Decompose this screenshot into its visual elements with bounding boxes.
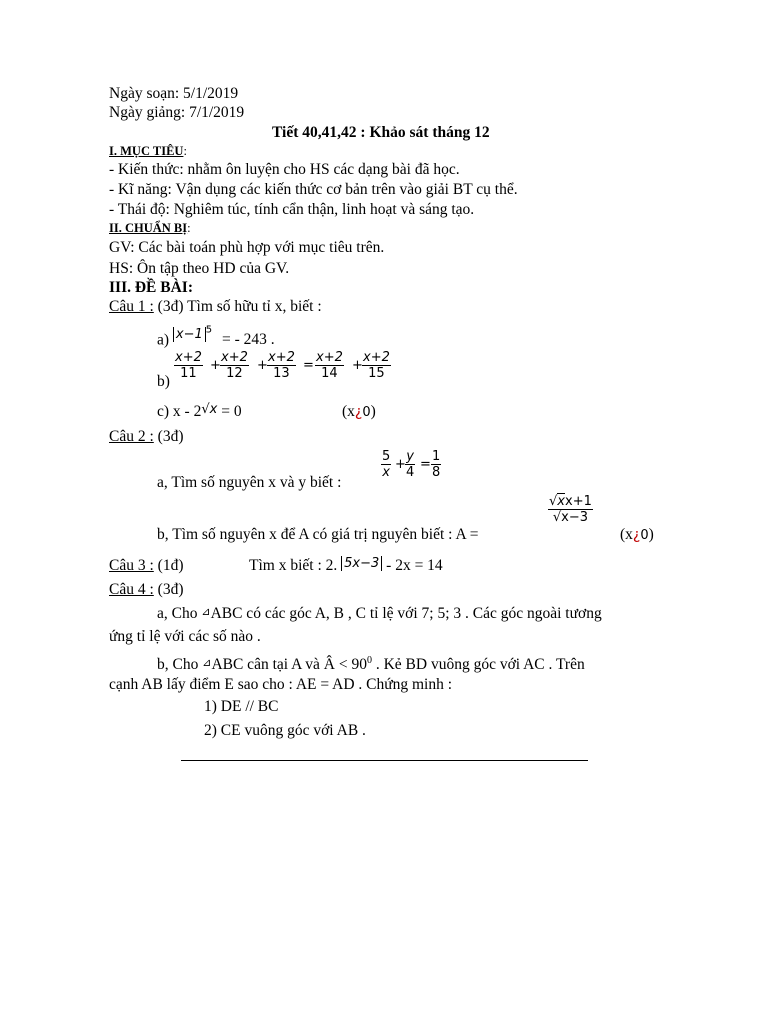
cau-4b-line-2: cạnh AB lấy điểm E sao cho : AE = AD . Chứng minh : <box>109 676 453 693</box>
cau-1c-condition: (x¿0) <box>342 403 376 420</box>
cau-3-line: Câu 3 : (1đ) <box>109 557 184 574</box>
triangle-icon: ⊿ <box>201 605 211 618</box>
cau-1b-label: b) <box>157 373 170 390</box>
cau-3-label: Câu 3 : <box>109 557 154 574</box>
abs-5x-minus-3: 5x−3 <box>341 556 382 571</box>
ngay-soan: Ngày soạn: 5/1/2019 <box>109 85 239 102</box>
sqrt-x: √x <box>201 402 218 417</box>
cau-2-line: Câu 2 : (3đ) <box>109 428 184 445</box>
plus-sign: + <box>210 358 221 373</box>
abs-x-minus-1-pow-5: x−1 5 <box>173 327 212 342</box>
cau-4a-line-2: ứng tỉ lệ với các số nào . <box>109 628 261 645</box>
hs-line: HS: Ôn tập theo HD của GV. <box>109 260 290 277</box>
fraction-y-over-4: $\frac{y}{4}$ <box>406 449 415 480</box>
gv-line: GV: Các bài toán phù hợp với mục tiêu trên. <box>109 239 385 256</box>
plus-sign: + <box>257 358 268 373</box>
triangle-icon: ⊿ <box>202 656 212 670</box>
chuan-bi-heading: II. CHUẨN BỊ: <box>109 221 191 235</box>
fraction-5-over-x: $\frac{5}{x}$ <box>382 449 391 480</box>
cau-2a-text: a, Tìm số nguyên x và y biết : <box>157 474 342 491</box>
cau-2-label: Câu 2 : <box>109 428 154 445</box>
sqrt-x-plus-1: √xx+1 <box>549 494 592 509</box>
end-divider <box>181 760 588 761</box>
muc-tieu-heading: I. MỤC TIÊU: <box>109 144 187 158</box>
ngay-giang: Ngày giảng: 7/1/2019 <box>109 104 245 121</box>
equals-sign: = <box>420 457 431 472</box>
fraction-A <box>548 494 593 525</box>
equals-sign: = <box>303 358 314 373</box>
fraction-2: $\frac{x+2}{12}$ <box>221 350 248 381</box>
cau-3-task: Tìm x biết : 2. 5x−3 - 2x = 14 <box>249 556 443 574</box>
cau-1-label: Câu 1 : <box>109 298 154 315</box>
fraction-5: $\frac{x+2}{15}$ <box>363 350 390 381</box>
cau-4b-line-1: b, Cho ⊿ABC cân tại A và Â < $90^0$ . Kẻ BD vuông góc với AC . Trên <box>157 655 585 674</box>
fraction-1: $\frac{x+2}{11}$ <box>175 350 202 381</box>
fraction-4: $\frac{x+2}{14}$ <box>316 350 343 381</box>
plus-sign: + <box>352 358 363 373</box>
thai-do-line: - Thái độ: Nghiêm túc, tính cẩn thận, linh hoạt và sáng tạo. <box>109 201 475 218</box>
cau-4-label: Câu 4 : <box>109 581 154 598</box>
cau-2b-text: b, Tìm số nguyên x để A có giá trị nguyên biết : A = <box>157 526 479 543</box>
cau-4a-line-1: a, Cho ⊿ABC có các góc A, B , C tỉ lệ với 7; 5; 3 . Các góc ngoài tương <box>157 605 602 622</box>
fraction-3: $\frac{x+2}{13}$ <box>268 350 295 381</box>
cau-4-line: Câu 4 : (3đ) <box>109 581 184 598</box>
ki-nang-line: - Kĩ năng: Vận dụng các kiến thức cơ bản trên vào giải BT cụ thể. <box>109 181 518 198</box>
kien-thuc-line: - Kiến thức: nhằm ôn luyện cho HS các dạng bài đã học. <box>109 161 460 178</box>
sqrt-x-minus-3: √x−3 <box>548 509 593 525</box>
cau-1a: a) $^{x-1 ^5}$ = - 243 . <box>157 325 275 349</box>
cau-4b-proof-1: 1) DE // BC <box>204 698 279 715</box>
cau-1-line: Câu 1 : (3đ) Tìm số hữu tỉ x, biết : <box>109 298 322 315</box>
document-title: Tiết 40,41,42 : Khảo sát tháng 12 <box>272 124 490 141</box>
plus-sign: + <box>395 457 406 472</box>
cau-2b-condition: (x¿0) <box>620 526 654 543</box>
de-bai-heading: III. ĐỀ BÀI: <box>109 279 193 296</box>
cau-4b-proof-2: 2) CE vuông góc với AB . <box>204 722 366 739</box>
fraction-1-over-8: $\frac{1}{8}$ <box>432 449 441 480</box>
cau-1c: c) x - 2√x = 0 <box>157 402 242 420</box>
